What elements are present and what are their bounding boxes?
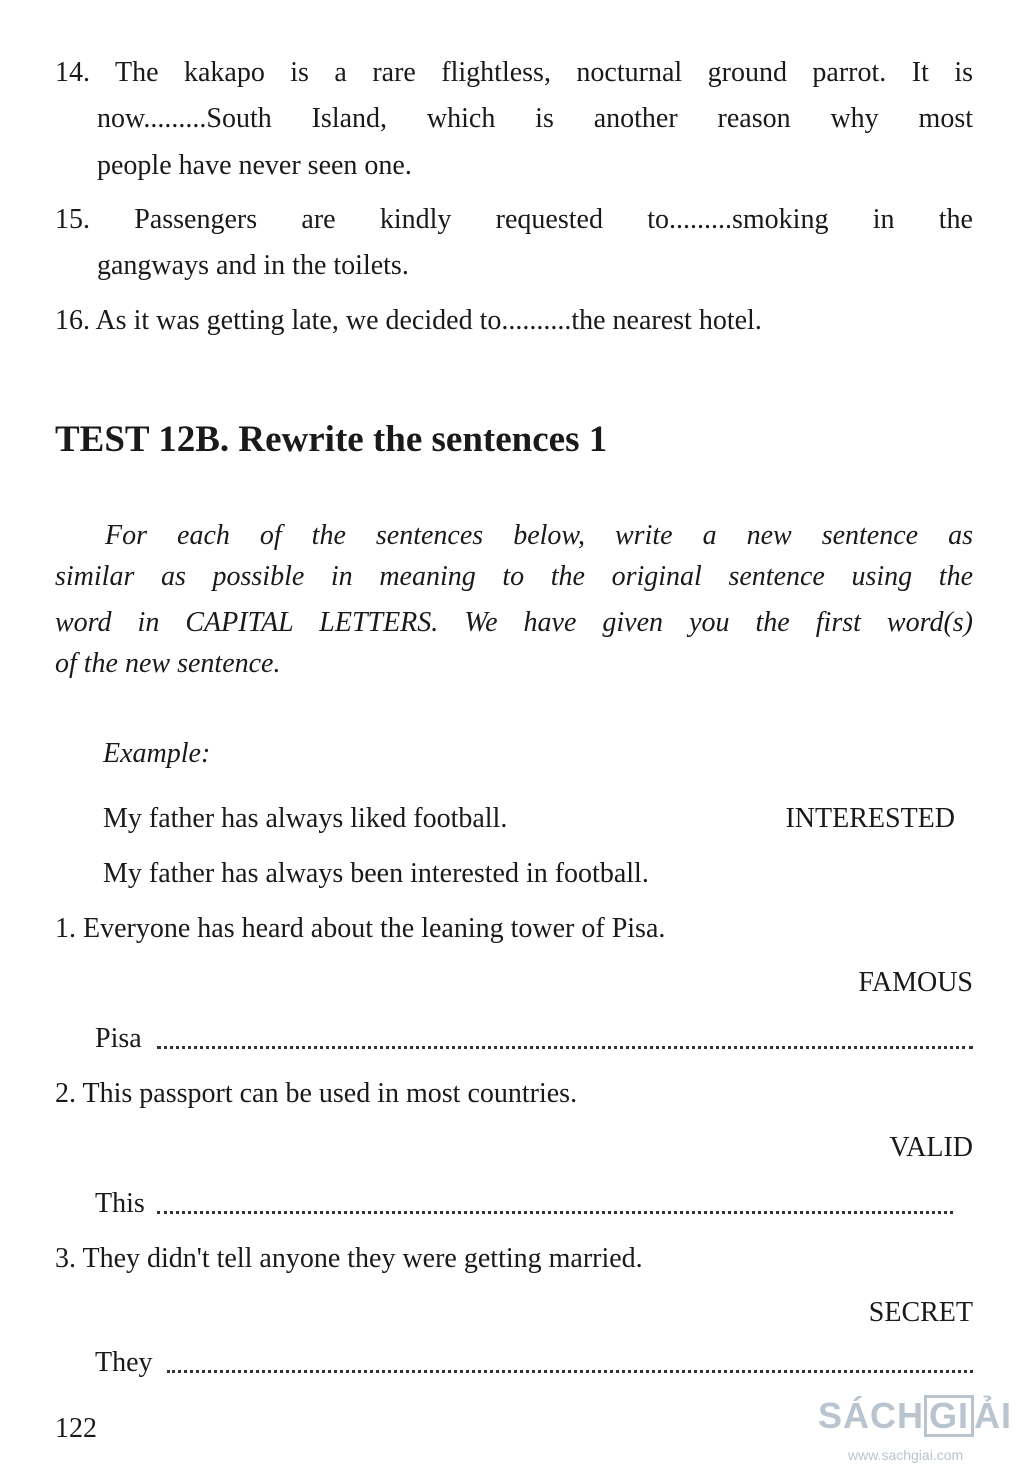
question-2-keyword: VALID xyxy=(889,1132,973,1163)
watermark-logo xyxy=(818,1395,1018,1475)
item-15-line-2: gangways and in the toilets. xyxy=(97,250,409,281)
example-answer: My father has always been interested in football. xyxy=(103,858,649,889)
instructions-line-4: of the new sentence. xyxy=(55,648,281,679)
question-2-answer-line[interactable] xyxy=(157,1211,953,1214)
watermark-text-post: ẢI xyxy=(974,1395,1013,1436)
question-1-start: Pisa xyxy=(95,1023,142,1054)
item-14-line-3: people have never seen one. xyxy=(97,150,412,181)
example-sentence: My father has always liked football. xyxy=(103,803,508,834)
watermark-text-boxed: GI xyxy=(924,1395,974,1437)
instructions-line-1: For each of the sentences below, write a new sentence as xyxy=(105,520,973,551)
example-keyword: INTERESTED xyxy=(785,803,955,834)
watermark-wordmark xyxy=(818,1395,1012,1437)
question-1-sentence: 1. Everyone has heard about the leaning tower of Pisa. xyxy=(55,913,666,944)
question-3-keyword: SECRET xyxy=(868,1297,973,1328)
page-number: 122 xyxy=(55,1413,97,1444)
item-14-line-2: now.........South Island, which is another reason why most xyxy=(97,103,973,134)
instructions-line-2: similar as possible in meaning to the original sentence using the xyxy=(55,561,973,592)
question-2-start: This xyxy=(95,1188,145,1219)
watermark-url: www.sachgiai.com xyxy=(848,1447,964,1463)
question-3-sentence: 3. They didn't tell anyone they were getting married. xyxy=(55,1243,643,1274)
item-16-line-1: 16. As it was getting late, we decided to..........the nearest hotel. xyxy=(55,305,762,336)
question-1-keyword: FAMOUS xyxy=(858,967,973,998)
item-15-line-1: 15. Passengers are kindly requested to.........smoking in the xyxy=(55,204,973,235)
section-title: TEST 12B. Rewrite the sentences 1 xyxy=(55,419,608,460)
example-label: Example: xyxy=(103,738,211,769)
question-1-answer-line[interactable] xyxy=(157,1046,973,1049)
question-3-start: They xyxy=(95,1347,153,1378)
question-2-sentence: 2. This passport can be used in most countries. xyxy=(55,1078,578,1109)
item-14-line-1: 14. The kakapo is a rare flightless, nocturnal ground parrot. It is xyxy=(55,57,973,88)
instructions-line-3: word in CAPITAL LETTERS. We have given you the first word(s) xyxy=(55,607,973,638)
question-3-answer-line[interactable] xyxy=(167,1370,973,1373)
watermark-text-pre: SÁCH xyxy=(818,1395,925,1436)
